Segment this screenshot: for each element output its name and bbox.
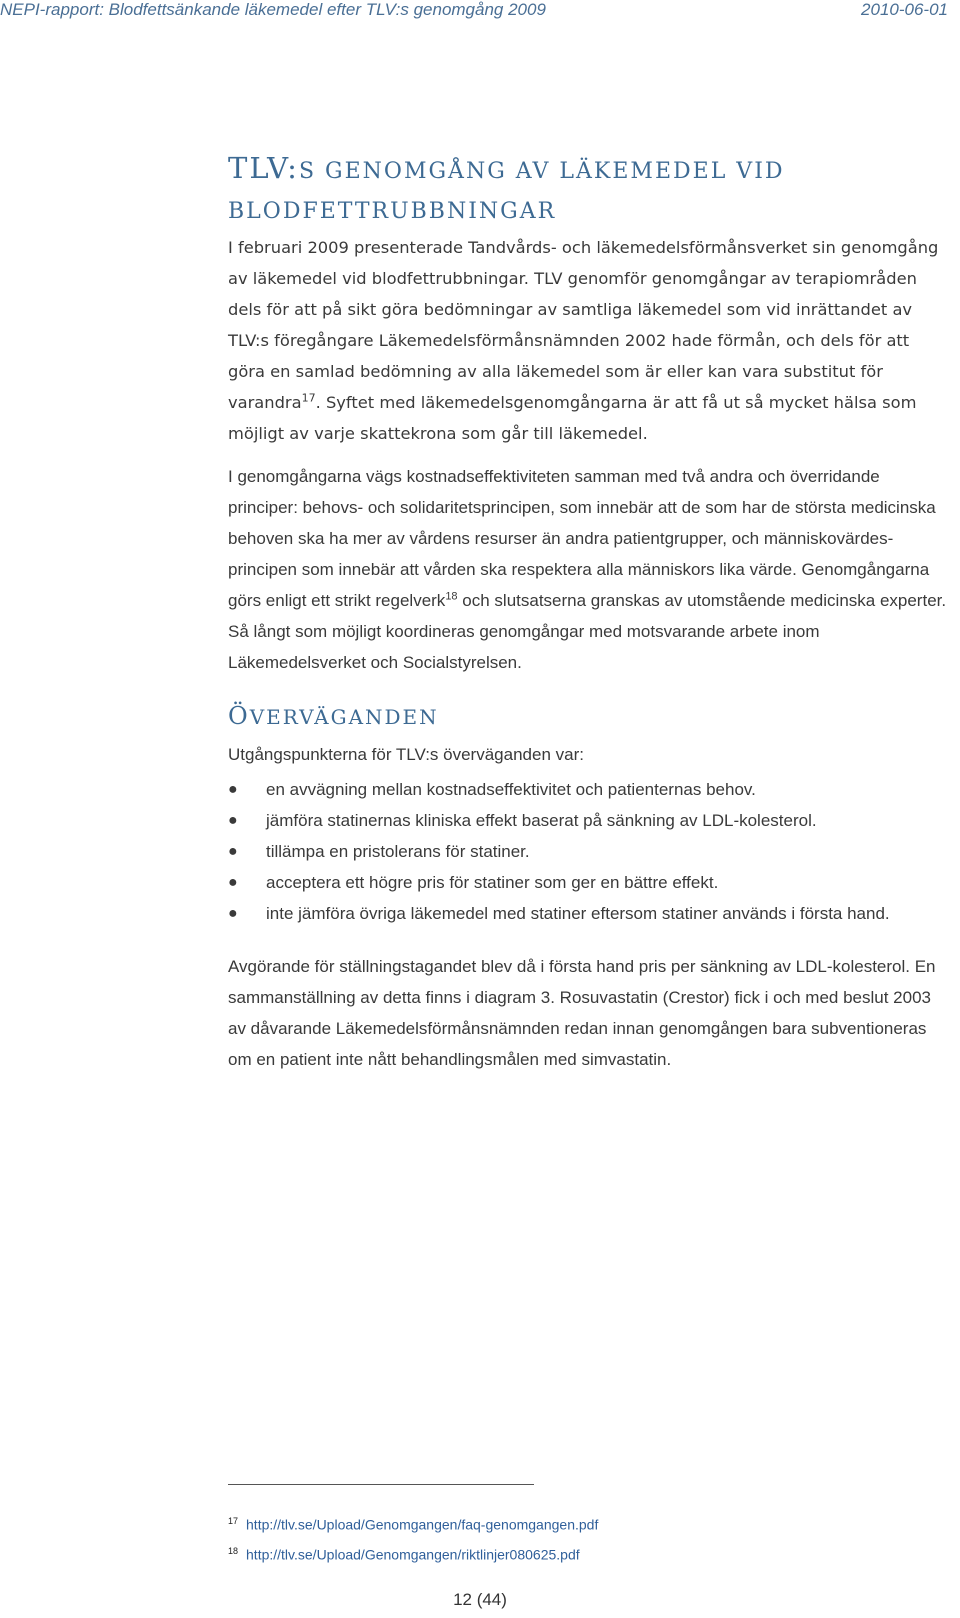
footnote-number: 17 bbox=[228, 1516, 239, 1526]
footnote-link[interactable]: http://tlv.se/Upload/Genomgangen/faq-genomgangen.pdf bbox=[246, 1516, 599, 1533]
list-item bbox=[228, 836, 948, 867]
footnote-ref-17[interactable]: 17 bbox=[301, 391, 316, 405]
header-date: 2010-06-01 bbox=[861, 0, 948, 19]
bullet-icon: ● bbox=[228, 905, 238, 922]
section-heading-tlv bbox=[228, 148, 948, 232]
list-item-text: jämföra statinernas kliniska effekt baserat på sänkning av LDL-kolesterol. bbox=[266, 811, 817, 830]
list-item bbox=[228, 898, 948, 929]
list-item-text: tillämpa en pristolerans för statiner. bbox=[266, 842, 530, 861]
footnote-18 bbox=[228, 1538, 598, 1568]
paragraph-2-text: I genomgångarna vägs kostnadseffektiviteten samman med två andra och överridande principer: behovs- och solidaritetsprincipen, som innebär att de som har de största medicinska behoven ska ha mer av vårdens resurser än andra patientgrupper, och människovärdes-principen som innebär att vården ska respektera alla människors lika värde. Genomgångarna görs enligt ett strikt regelverk bbox=[228, 467, 936, 610]
footnote-number: 18 bbox=[228, 1545, 239, 1556]
paragraph-3: Avgörande för ställningstagandet blev då i första hand pris per sänkning av LDL-kolesterol. En sammanställning av detta finns i diagram 3. Rosuvastatin (Crestor) fick i och med beslut 2003 av dåvarande Läkemedelsförmånsnämnden redan innan genomgången bara subventioneras om en patient inte nått behandlingsmålen med simvastatin. bbox=[228, 957, 936, 1069]
footnote-divider bbox=[228, 1484, 534, 1485]
footnote-17 bbox=[228, 1508, 598, 1538]
heading-cap: TLV: bbox=[228, 151, 299, 185]
heading-line2: BLODFETTRUBBNINGAR bbox=[228, 199, 557, 224]
section-heading-overvaganden bbox=[228, 700, 948, 733]
footnotes bbox=[228, 1508, 598, 1567]
footnote-link[interactable]: http://tlv.se/Upload/Genomgangen/riktlinjer080625.pdf bbox=[246, 1546, 580, 1563]
list-item bbox=[228, 805, 948, 836]
list-item bbox=[228, 867, 948, 898]
list-item bbox=[228, 774, 948, 805]
page-header bbox=[0, 0, 960, 24]
list-item-text: inte jämföra övriga läkemedel med statiner eftersom statiner används i första hand. bbox=[266, 904, 890, 923]
main-content bbox=[228, 148, 948, 1075]
list-intro: Utgångspunkterna för TLV:s överväganden var: bbox=[228, 745, 584, 764]
bullet-icon: ● bbox=[228, 812, 238, 829]
list-item-text: en avvägning mellan kostnadseffektivitet och patienternas behov. bbox=[266, 780, 756, 799]
page-number: 12 (44) bbox=[453, 1590, 507, 1609]
heading-rest: S GENOMGÅNG AV LÄKEMEDEL VID bbox=[298, 159, 785, 184]
bullet-icon: ● bbox=[228, 781, 238, 798]
header-title: NEPI-rapport: Blodfettsänkande läkemedel efter TLV:s genomgång 2009 bbox=[0, 0, 546, 19]
paragraph-2-text-cont: och slutsatserna granskas av utomstående medicinska experter. Så långt som möjligt koordineras genomgångar med motsvarande arbete inom Läkemedelsverket och Socialstyrelsen. bbox=[228, 591, 947, 672]
heading-cap: Ö bbox=[228, 702, 250, 730]
paragraph-1 bbox=[228, 232, 948, 449]
bullet-icon: ● bbox=[228, 874, 238, 891]
paragraph-2 bbox=[228, 461, 948, 678]
list-item-text: acceptera ett högre pris för statiner som ger en bättre effekt. bbox=[266, 873, 719, 892]
footnote-ref-18[interactable]: 18 bbox=[445, 590, 458, 603]
bullet-icon: ● bbox=[228, 843, 238, 860]
considerations-list bbox=[228, 774, 948, 929]
heading-rest: VERVÄGANDEN bbox=[249, 705, 439, 729]
paragraph-1-text-cont: . Syftet med läkemedelsgenomgångarna är att få ut så mycket hälsa som möjligt av varje skattekrona som går till läkemedel. bbox=[228, 393, 917, 443]
paragraph-1-text: I februari 2009 presenterade Tandvårds- och läkemedelsförmånsverket sin genomgång av läkemedel vid blodfettrubbningar. TLV genomför genomgångar av terapiområden dels för att på sikt göra bedömningar av samtliga läkemedel som vid inrättandet av TLV:s föregångare Läkemedelsförmånsnämnden 2002 hade förmån, och dels för att göra en samlad bedömning av alla läkemedel som är eller kan vara substitut för varandra bbox=[228, 238, 939, 412]
